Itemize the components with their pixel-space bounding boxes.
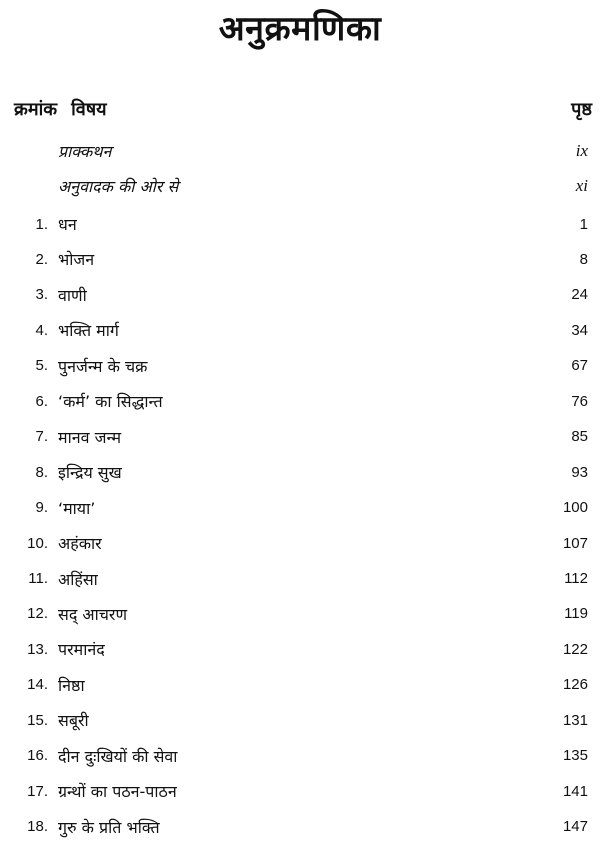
toc-row	[0, 741, 600, 771]
page-number: xi	[575, 176, 588, 195]
chapter-number: 14.	[27, 676, 48, 694]
toc-row	[0, 244, 600, 274]
subject-column-label: विषय	[71, 99, 107, 120]
toc-row	[0, 422, 600, 452]
chapter-title: वाणी	[58, 285, 87, 305]
chapter-title: भोजन	[58, 250, 95, 270]
page-number: 126	[562, 676, 588, 694]
page-number: 8	[579, 250, 588, 268]
page-number: 85	[571, 428, 588, 446]
page-number: 100	[562, 499, 588, 517]
front-matter-row	[0, 171, 600, 201]
page-number: 76	[571, 392, 588, 410]
chapter-number: 7.	[35, 428, 48, 446]
toc-row	[0, 457, 600, 487]
chapter-number: 4.	[35, 321, 48, 339]
toc-row	[0, 705, 600, 735]
page-number: 135	[562, 747, 588, 765]
page-number: 147	[562, 818, 588, 836]
chapter-title: ‘माया’	[58, 498, 96, 518]
page-number: 122	[562, 640, 588, 658]
chapter-title: सद् आचरण	[58, 604, 128, 624]
chapter-number: 18.	[27, 818, 48, 836]
chapter-number: 9.	[35, 499, 48, 517]
chapter-number: 5.	[35, 357, 48, 375]
chapter-title: अहंकार	[58, 534, 102, 554]
toc-row	[0, 564, 600, 594]
chapter-title: पुनर्जन्म के चक्र	[58, 356, 148, 376]
chapter-number: 16.	[27, 747, 48, 765]
chapter-number: 3.	[35, 286, 48, 304]
chapter-title: निष्ठा	[58, 675, 85, 695]
toc-row	[0, 386, 600, 416]
chapter-title: इन्द्रिय सुख	[58, 463, 122, 483]
chapter-number: 13.	[27, 640, 48, 658]
toc-header	[14, 93, 592, 125]
toc-row	[0, 209, 600, 239]
page-title: अनुक्रमणिका	[218, 9, 382, 49]
toc-row	[0, 599, 600, 629]
toc-row	[0, 493, 600, 523]
page-number: 131	[562, 711, 588, 729]
toc-row	[0, 776, 600, 806]
page-number: 93	[571, 463, 588, 481]
chapter-number: 6.	[35, 392, 48, 410]
chapter-title: मानव जन्म	[58, 427, 122, 447]
page-number: 112	[564, 570, 588, 587]
toc-row	[0, 812, 600, 842]
page-column-label: पृष्ठ	[571, 99, 592, 120]
serial-column-label: क्रमांक	[14, 99, 58, 120]
chapter-title: ग्रन्थों का पठन-पाठन	[58, 782, 177, 802]
chapter-number: 17.	[27, 782, 48, 800]
chapter-number: 10.	[27, 534, 48, 552]
chapter-number: 8.	[35, 463, 48, 481]
page-number: 67	[571, 357, 588, 375]
chapter-title: धन	[58, 215, 77, 234]
front-matter-row	[0, 136, 600, 166]
toc-row	[0, 280, 600, 310]
toc-row	[0, 670, 600, 700]
front-matter-title: अनुवादक की ओर से	[58, 177, 179, 196]
page-number: 119	[564, 605, 588, 623]
toc-row	[0, 528, 600, 558]
page-number: 141	[562, 782, 588, 800]
chapter-number: 12.	[27, 605, 48, 623]
toc-row	[0, 315, 600, 345]
chapter-number: 15.	[27, 711, 48, 729]
chapter-title: परमानंद	[58, 640, 105, 660]
front-matter-title: प्राक्कथन	[58, 142, 112, 161]
chapter-title: सबूरी	[58, 711, 89, 731]
page-number: 24	[571, 286, 588, 304]
page-number: 1	[579, 215, 588, 233]
chapter-number: 11.	[28, 570, 48, 587]
toc-row	[0, 351, 600, 381]
chapter-title: भक्ति मार्ग	[58, 321, 119, 341]
chapter-number: 1.	[35, 215, 48, 233]
chapter-title: अहिंसा	[58, 569, 98, 589]
chapter-title: ‘कर्म’ का सिद्धान्त	[58, 392, 163, 412]
page-number: 34	[571, 321, 588, 339]
chapter-title: दीन दुःखियों की सेवा	[58, 746, 178, 766]
toc-row	[0, 634, 600, 664]
page-number: 107	[562, 534, 588, 552]
chapter-number: 2.	[35, 250, 48, 268]
page-number: ix	[575, 141, 588, 160]
chapter-title: गुरु के प्रति भक्ति	[58, 817, 160, 837]
toc-header-left	[14, 97, 107, 121]
